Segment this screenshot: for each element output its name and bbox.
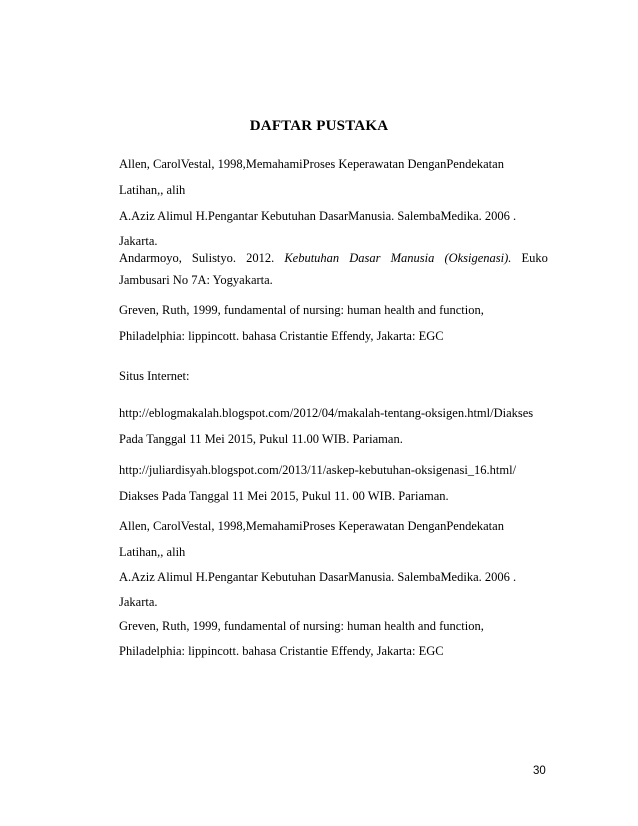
reference-title-word: Manusia [390,251,435,265]
reference-title-word: Dasar [349,251,381,265]
section-heading: Situs Internet: [119,369,190,383]
reference-line: Allen, CarolVestal, 1998,MemahamiProses Keperawatan DenganPendekatan [119,519,504,533]
reference-line: Philadelphia: lippincott. bahasa Cristantie Effendy, Jakarta: EGC [119,329,444,343]
reference-line: Latihan,, alih [119,545,186,559]
reference-year: 2012. [246,251,275,265]
reference-line: Jambusari No 7A: Yogyakarta. [119,273,273,287]
reference-line: Philadelphia: lippincott. bahasa Cristantie Effendy, Jakarta: EGC [119,644,444,658]
reference-line: Jakarta. [119,234,158,248]
reference-line: Jakarta. [119,595,158,609]
reference-author: Sulistyo. [191,251,237,265]
reference-line-justified [119,252,548,265]
page-number: 30 [533,765,546,777]
web-reference-line: http://eblogmakalah.blogspot.com/2012/04/makalah-tentang-oksigen.html/Diakses [119,406,534,420]
reference-line: A.Aziz Alimul H.Pengantar Kebutuhan DasarManusia. SalembaMedika. 2006 . [119,209,517,223]
web-reference-line: http://juliardisyah.blogspot.com/2013/11/askep-kebutuhan-oksigenasi_16.html/ [119,463,517,477]
reference-line: Greven, Ruth, 1999, fundamental of nursing: human health and function, [119,619,484,633]
reference-title-word: (Oksigenasi). [444,251,512,265]
page-title: DAFTAR PUSTAKA [249,118,389,134]
reference-line: Latihan,, alih [119,183,186,197]
reference-line: Allen, CarolVestal, 1998,MemahamiProses Keperawatan DenganPendekatan [119,157,504,171]
reference-author: Andarmoyo, [119,251,182,265]
reference-title-word: Kebutuhan [284,251,340,265]
reference-line: Greven, Ruth, 1999, fundamental of nursing: human health and function, [119,303,484,317]
reference-publisher: Euko [521,251,548,265]
web-reference-line: Pada Tanggal 11 Mei 2015, Pukul 11.00 WIB. Pariaman. [119,432,403,446]
reference-line: A.Aziz Alimul H.Pengantar Kebutuhan DasarManusia. SalembaMedika. 2006 . [119,570,517,584]
web-reference-line: Diakses Pada Tanggal 11 Mei 2015, Pukul 11. 00 WIB. Pariaman. [119,489,449,503]
